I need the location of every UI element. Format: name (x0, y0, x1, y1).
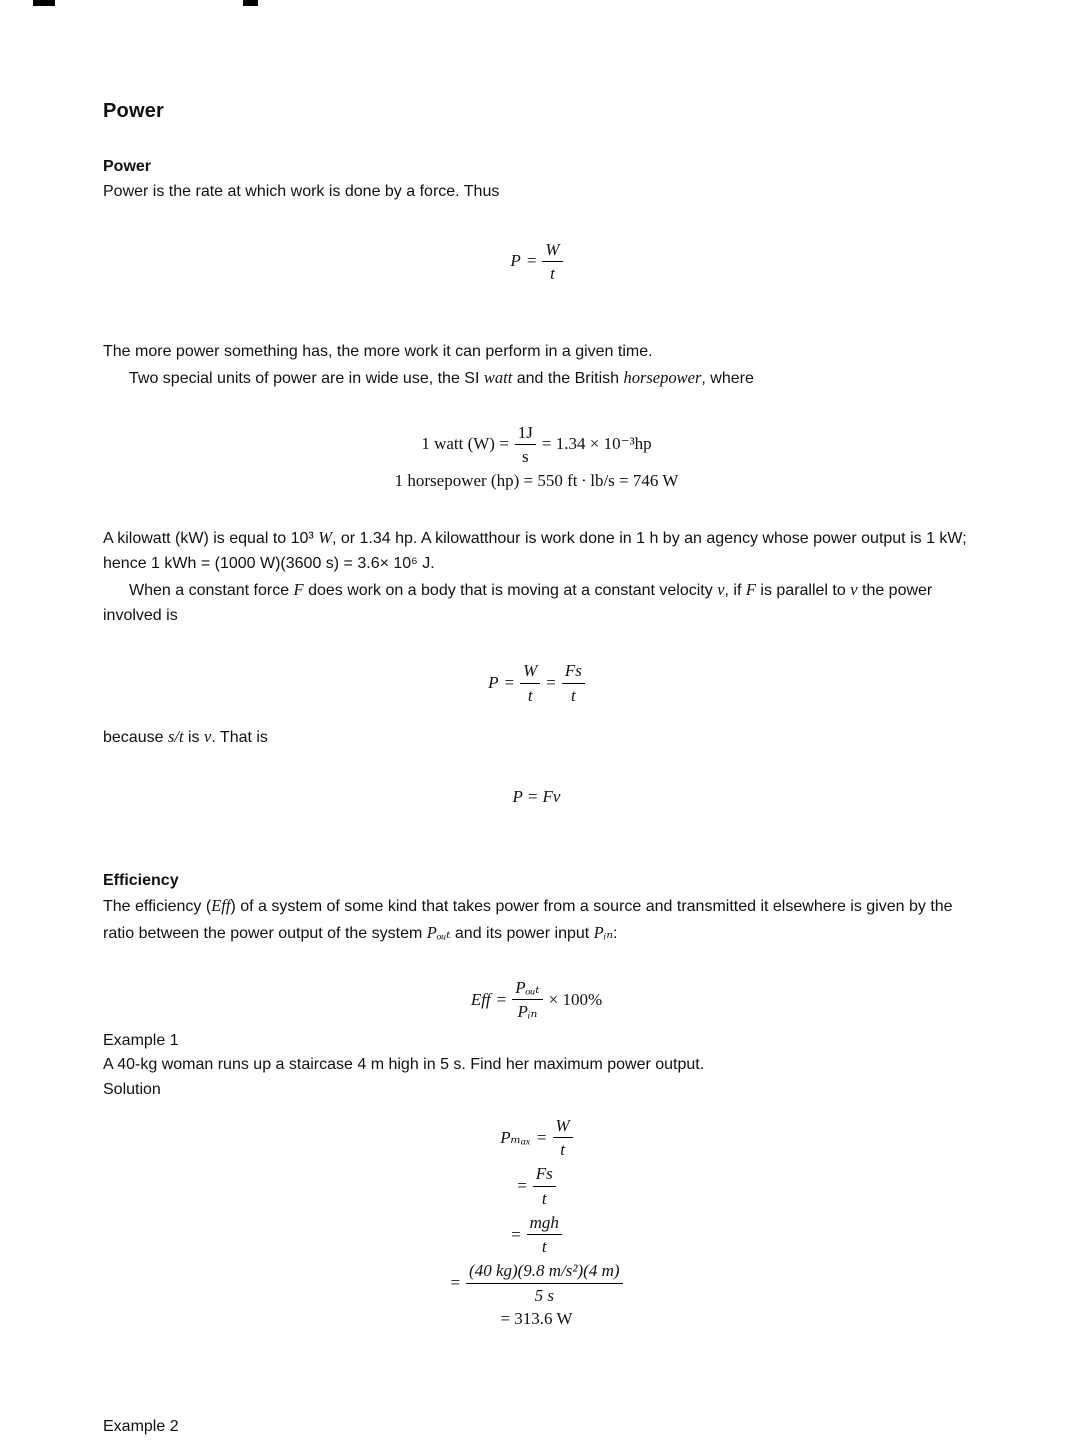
formula-text: 1 horsepower (hp) = 550 ft ∙ lb/s = 746 W (394, 471, 679, 491)
page-title: Power (103, 100, 165, 122)
text-run: because (103, 728, 168, 746)
math-symbol-s-over-t: s/t (167, 726, 184, 746)
fraction-denominator: 5 s (534, 1285, 554, 1305)
text-run: ) of a system of some kind that takes power from a source and transmitted it elsewhere is given by the ratio between the power output of the system (103, 898, 953, 943)
fraction (553, 1115, 573, 1161)
formula-rhs: × 100% (548, 989, 603, 1009)
text-run: , where (701, 369, 754, 387)
fraction (527, 1212, 562, 1258)
term-watt: watt (483, 367, 513, 387)
equals-sign: = (536, 1127, 547, 1147)
formula-text: = 313.6 W (500, 1308, 573, 1328)
fraction-denominator: t (541, 1188, 547, 1208)
text-run: Two special units of power are in wide use, the SI (129, 369, 484, 387)
text-run: , or 1.34 hp. A kilowatthour is work done in 1 h by an agency whose power output is 1 kW; hence 1 kWh = (1000 W)(3600 s) = 3.6× 10⁶ J. (103, 530, 967, 572)
text-run: is parallel to (755, 581, 851, 599)
math-symbol-v: v (850, 579, 858, 599)
math-symbol-pout: Pₒᵤₜ (426, 923, 451, 943)
paragraph-kilowatt (103, 525, 970, 577)
formula-lhs: P (488, 673, 499, 693)
derivation-step-1 (103, 1115, 970, 1161)
fraction (512, 977, 542, 1023)
formula-text: P = Fv (512, 786, 561, 806)
text-run: A kilowatt (kW) is equal to 10³ (103, 530, 319, 548)
text-run: is (183, 728, 204, 746)
formula-lhs: P (510, 251, 521, 271)
math-symbol-F: F (745, 579, 756, 599)
math-symbol-v: v (203, 726, 212, 746)
fraction (542, 239, 562, 285)
equals-sign: = (526, 251, 537, 271)
fraction-denominator: Pᵢₙ (517, 1002, 538, 1022)
text-run: : (613, 925, 618, 943)
math-symbol-F: F (293, 579, 304, 599)
math-symbol-pin: Pᵢₙ (593, 923, 614, 943)
paragraph-constant-force (103, 577, 970, 629)
term-horsepower: horsepower (623, 367, 702, 387)
fraction-denominator: t (560, 1140, 565, 1160)
fraction-denominator: t (541, 1237, 547, 1257)
formula-lhs: 1 watt (W) = (421, 434, 509, 454)
fraction-numerator: W (542, 239, 562, 262)
formula-power-definition (103, 239, 970, 285)
math-symbol-v: v (717, 579, 725, 599)
fraction (466, 1260, 623, 1306)
formula-watt-definition (103, 422, 970, 468)
math-symbol-eff: Eff (211, 896, 231, 916)
formula-unit-definitions (103, 422, 970, 492)
equals-sign: = (546, 673, 556, 693)
fraction-numerator: (40 kg)(9.8 m/s²)(4 m) (466, 1260, 623, 1283)
paragraph-more-power: The more power something has, the more work it can perform in a given time. (103, 343, 653, 361)
fraction (562, 660, 585, 706)
fraction-denominator: t (527, 685, 533, 705)
fraction (533, 1163, 556, 1209)
text-run: does work on a body that is moving at a constant velocity (303, 581, 718, 599)
derivation-step-2 (103, 1163, 970, 1209)
text-run: When a constant force (129, 581, 294, 599)
fraction-numerator: Pₒᵤₜ (512, 977, 542, 1000)
formula-lhs: Eff (470, 989, 491, 1009)
scan-artifact-mark (243, 0, 258, 6)
example1-label: Example 1 (103, 1031, 179, 1049)
section-heading-efficiency: Efficiency (103, 871, 179, 889)
fraction-numerator: Fs (562, 660, 585, 683)
text-run: the power involved is (103, 581, 933, 624)
formula-efficiency (103, 977, 970, 1023)
formula-p-equals-fv (103, 787, 970, 807)
example1-solution-label: Solution (103, 1081, 161, 1099)
fraction-numerator: W (553, 1115, 573, 1138)
text-run: and the British (512, 369, 624, 387)
section-heading-power: Power (103, 158, 152, 175)
fraction-denominator: t (571, 685, 576, 705)
fraction-numerator: Fs (533, 1163, 556, 1186)
fraction-numerator: 1J (515, 422, 536, 445)
text-run: . That is (211, 728, 268, 746)
formula-power-force (103, 660, 970, 706)
fraction-numerator: mgh (527, 1212, 562, 1235)
example2-label: Example 2 (103, 1417, 179, 1435)
text-run: and its power input (450, 925, 594, 943)
formula-horsepower-definition (103, 471, 970, 491)
text-run: , if (724, 581, 746, 599)
paragraph-because (103, 724, 970, 751)
equals-sign: = (496, 989, 507, 1009)
fraction-denominator: t (550, 263, 555, 283)
derivation-step-3 (103, 1212, 970, 1258)
equals-sign: = (517, 1176, 527, 1196)
example1-problem: A 40-kg woman runs up a staircase 4 m high in 5 s. Find her maximum power output. (103, 1056, 705, 1074)
math-symbol-W: W (318, 528, 332, 548)
equals-sign: = (504, 673, 515, 693)
paragraph-special-units (103, 365, 970, 392)
scan-artifact-mark (33, 0, 55, 6)
fraction (520, 660, 540, 706)
fraction-denominator: s (522, 446, 529, 466)
paragraph-power-intro: Power is the rate at which work is done by a force. Thus (103, 182, 500, 200)
formula-rhs: = 1.34 × 10⁻³hp (541, 434, 652, 454)
equals-sign: = (450, 1273, 461, 1293)
fraction (515, 422, 536, 468)
fraction-numerator: W (520, 660, 540, 683)
text-run: The efficiency ( (103, 898, 212, 916)
derivation-step-4 (103, 1260, 970, 1306)
derivation-step-5 (103, 1309, 970, 1329)
formula-lhs: Pₘₐₓ (500, 1127, 531, 1147)
equals-sign: = (511, 1224, 521, 1244)
paragraph-efficiency (103, 893, 970, 947)
example1-derivation (103, 1115, 970, 1329)
